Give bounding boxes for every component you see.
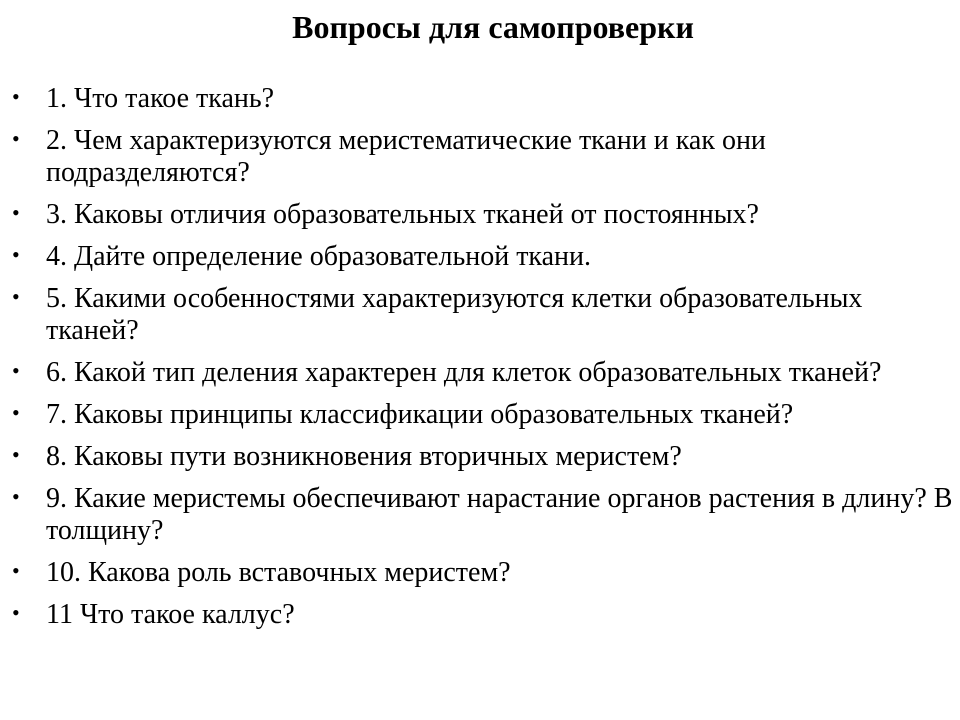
slide-title: Вопросы для самопроверки — [292, 9, 694, 45]
bullet-icon: • — [12, 558, 20, 583]
bullet-icon: • — [12, 442, 20, 467]
question-list — [10, 83, 955, 641]
question-item — [10, 241, 955, 273]
bullet-icon: • — [12, 200, 20, 225]
question-item — [10, 283, 955, 347]
question-text: 7. Каковы принципы классификации образовательных тканей? — [46, 399, 794, 430]
question-item — [10, 125, 955, 189]
question-item — [10, 483, 955, 547]
bullet-icon: • — [12, 242, 20, 267]
question-text: 9. Какие меристемы обеспечивают нарастание органов растения в длину? В толщину? — [46, 483, 953, 546]
bullet-icon: • — [12, 284, 20, 309]
bullet-icon: • — [12, 358, 20, 383]
question-text: 11 Что такое каллус? — [46, 599, 295, 630]
question-item — [10, 357, 955, 389]
question-text: 8. Каковы пути возникновения вторичных меристем? — [46, 441, 682, 472]
question-text: 5. Какими особенностями характеризуются клетки образовательных тканей? — [46, 283, 863, 346]
bullet-icon: • — [12, 400, 20, 425]
bullet-icon: • — [12, 126, 20, 151]
question-item — [10, 599, 955, 631]
question-text: 6. Какой тип деления характерен для клеток образовательных тканей? — [46, 357, 882, 388]
bullet-icon: • — [12, 484, 20, 509]
question-text: 10. Какова роль вставочных меристем? — [46, 557, 511, 588]
bullet-icon: • — [12, 84, 20, 109]
question-item — [10, 399, 955, 431]
question-item — [10, 441, 955, 473]
question-text: 4. Дайте определение образовательной ткани. — [46, 241, 592, 272]
question-item — [10, 83, 955, 115]
question-text: 1. Что такое ткань? — [46, 83, 275, 114]
question-text: 3. Каковы отличия образовательных тканей от постоянных? — [46, 199, 759, 230]
question-item — [10, 199, 955, 231]
bullet-icon: • — [12, 600, 20, 625]
question-item — [10, 557, 955, 589]
question-text: 2. Чем характеризуются меристематические ткани и как они подразделяются? — [46, 125, 766, 188]
